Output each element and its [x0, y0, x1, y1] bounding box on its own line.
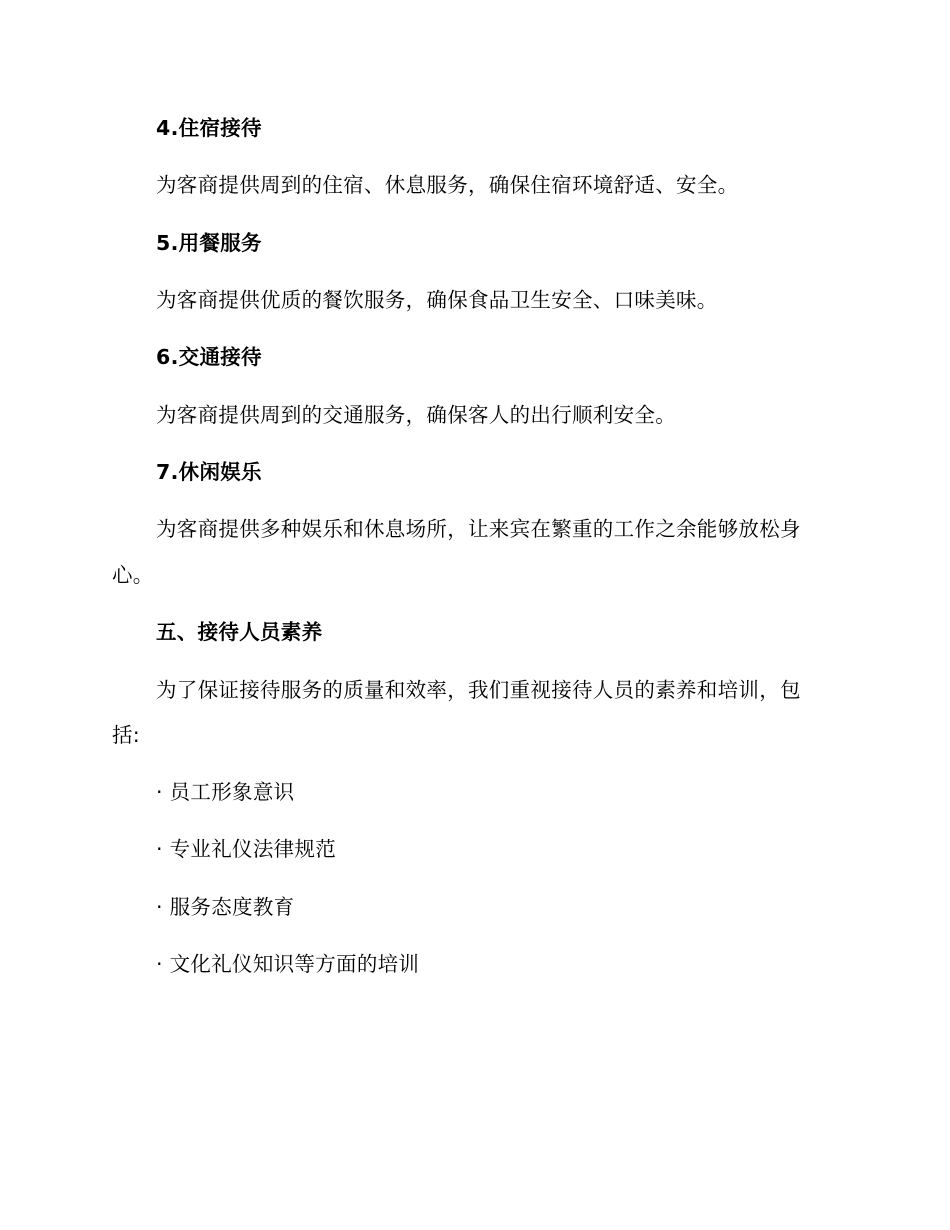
section-heading-lodging: 4.住宿接待 [156, 116, 262, 140]
section-text-leisure-line2: 心。 [112, 563, 154, 587]
section-text-dining: 为客商提供优质的餐饮服务，确保食品卫生安全、口味美味。 [156, 288, 718, 312]
bullet-item: · 专业礼仪法律规范 [156, 837, 337, 861]
section-text-transport: 为客商提供周到的交通服务，确保客人的出行顺利安全。 [156, 403, 676, 427]
section-heading-dining: 5.用餐服务 [156, 231, 262, 255]
section-text-lodging: 为客商提供周到的住宿、休息服务，确保住宿环境舒适、安全。 [156, 173, 739, 197]
bullet-item: · 文化礼仪知识等方面的培训 [156, 952, 420, 976]
staff-section-heading: 五、接待人员素养 [156, 620, 323, 644]
bullet-item: · 员工形象意识 [156, 780, 295, 804]
bullet-item: · 服务态度教育 [156, 895, 295, 919]
section-heading-leisure: 7.休闲娱乐 [156, 460, 262, 484]
section-heading-transport: 6.交通接待 [156, 345, 262, 369]
staff-intro-line2: 括: [112, 723, 141, 747]
staff-intro-line1: 为了保证接待服务的质量和效率，我们重视接待人员的素养和培训，包 [156, 678, 801, 702]
section-text-leisure-line1: 为客商提供多种娱乐和休息场所，让来宾在繁重的工作之余能够放松身 [156, 517, 801, 541]
